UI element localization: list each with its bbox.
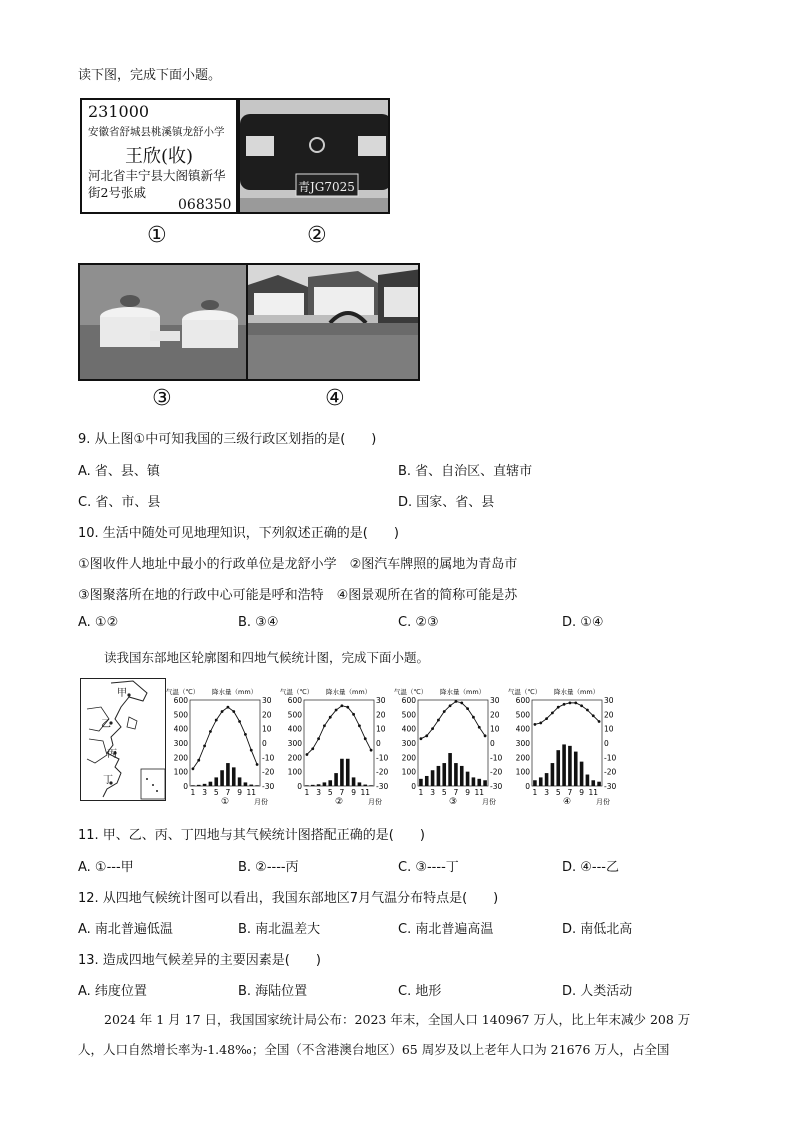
left-tick-label: 400 [173,724,188,734]
temp-point [346,706,349,709]
left-tick-label: 500 [401,710,416,720]
q10-option-d[interactable]: D. ①④ [562,615,604,630]
temp-point [545,717,548,720]
address-line-2: 街2号张戚 [88,185,146,200]
precip-bar [311,785,315,786]
precip-bar [580,762,584,786]
q9-option-d[interactable]: D. 国家、省、县 [398,495,495,510]
right-tick-label: -30 [604,782,617,791]
right-tick-label: -20 [490,767,503,777]
temp-point [563,703,566,706]
x-tick-label: 7 [567,788,573,797]
x-tick-label: 9 [579,788,584,797]
precip-axis-title-2: 降水量（mm） [326,688,372,696]
precip-bar [533,780,537,786]
precip-bar [328,780,332,786]
left-tick-label: 200 [287,753,302,763]
left-tick-label: 100 [173,767,188,777]
left-tick-label: 500 [515,710,530,720]
plot-frame-4 [532,700,602,786]
q13-option-d[interactable]: D. 人类活动 [562,984,633,999]
temp-point [306,753,309,756]
precip-bar [226,763,230,786]
left-tick-label: 100 [287,767,302,777]
q10-stem: 10. 生活中随处可见地理知识，下列叙述正确的是( ) [78,526,399,541]
x-tick-label: 9 [465,788,470,797]
water-town-illustration [248,265,420,381]
temp-point [574,701,577,704]
map-label-jia: 甲 [117,688,127,699]
x-tick-label: 5 [441,788,447,797]
x-tick-label: 9 [237,788,242,797]
q13-option-a[interactable]: A. 纬度位置 [78,984,147,999]
temp-point [472,716,475,719]
temp-point [592,714,595,717]
precip-bar [466,772,470,786]
right-tick-label: 10 [262,724,272,734]
temp-point [341,704,344,707]
precip-bar [363,785,367,786]
temp-point [431,727,434,730]
precip-bar [448,753,452,786]
picture-label-3: ③ [152,386,172,411]
x-unit-label: 月份 [254,798,268,806]
x-unit-label: 月份 [482,798,496,806]
precip-bar [334,773,338,786]
x-tick-label: 3 [316,788,321,797]
right-tick-label: 0 [376,739,381,748]
left-tick-label: 200 [515,753,530,763]
temp-point [484,734,487,737]
left-tick-label: 0 [297,782,302,791]
q9-option-a[interactable]: A. 省、县、镇 [78,464,160,479]
left-tick-label: 400 [401,724,416,734]
car-plate-photo [238,98,390,214]
x-tick-label: 1 [418,788,424,797]
precip-bar [244,782,248,786]
precip-bar [568,746,572,786]
x-tick-label: 11 [588,788,599,797]
intro2-text: 读我国东部地区轮廓图和四地气候统计图，完成下面小题。 [104,650,430,665]
q12-option-d[interactable]: D. 南低北高 [562,922,633,937]
temp-point [197,759,200,762]
precip-bar [209,782,213,786]
left-tick-label: 200 [401,753,416,763]
precip-bar [483,780,487,786]
temp-line-3 [421,701,485,738]
precip-bar [197,785,201,786]
population-paragraph-line-2: 人，人口自然增长率为-1.48‰；全国（不含港澳台地区）65 周岁及以上老年人口为 21676 万人，占全国 [78,1042,670,1057]
temp-axis-title-3: 气温（℃） [394,688,428,696]
x-unit-label: 月份 [368,798,382,806]
temp-axis-title-2: 气温（℃） [280,688,314,696]
precip-bar [425,776,429,786]
precip-bar [419,779,423,786]
precip-bar [562,744,566,786]
precip-bar [340,759,344,786]
right-tick-label: -10 [604,753,617,763]
right-tick-label: -30 [262,782,275,791]
x-tick-label: 3 [202,788,207,797]
right-tick-label: 30 [604,696,614,705]
q11-option-a[interactable]: A. ①---甲 [78,860,134,875]
temp-point [539,722,542,725]
q11-option-c[interactable]: C. ③----丁 [398,860,459,875]
temp-point [358,724,361,727]
left-tick-label: 0 [525,782,530,791]
temp-point [425,734,428,737]
temp-point [364,737,367,740]
left-tick-label: 300 [287,739,302,748]
right-tick-label: 0 [604,739,609,748]
left-tick-label: 500 [287,710,302,720]
right-tick-label: -20 [604,767,617,777]
temp-point [478,726,481,729]
q9-option-b[interactable]: B. 省、自治区、直辖市 [398,464,533,479]
left-tick-label: 600 [401,696,416,705]
map-label-ding: 丁 [103,775,113,786]
right-tick-label: -10 [376,753,389,763]
yurt-photo [78,263,248,381]
x-tick-label: 1 [190,788,196,797]
x-tick-label: 5 [213,788,219,797]
temp-point [250,749,253,752]
temp-point [443,710,446,713]
precip-bar [352,777,356,786]
precip-bar [214,777,218,786]
precip-bar [454,763,458,786]
plot-frame-3 [418,700,488,786]
q11-option-b[interactable]: B. ②----丙 [238,860,299,875]
right-tick-label: 10 [604,724,614,734]
chart-number-3: ③ [448,797,458,806]
envelope-image [80,98,238,214]
q12-option-a[interactable]: A. 南北普遍低温 [78,922,173,937]
temp-line-4 [535,703,599,725]
x-tick-label: 1 [304,788,310,797]
temp-point [221,710,224,713]
left-tick-label: 100 [401,767,416,777]
temp-point [580,704,583,707]
x-tick-label: 1 [532,788,538,797]
address-line-1: 河北省丰宁县大阁镇新华 [88,168,226,183]
precip-bar [317,784,321,786]
temp-point [192,767,195,770]
car-front-illustration [240,100,390,214]
temp-point [551,712,554,715]
x-tick-label: 11 [360,788,371,797]
intro-text: 读下图，完成下面小题。 [78,68,222,83]
temp-point [370,749,373,752]
temp-axis-title-1: 气温（℃） [166,688,200,696]
picture-label-4: ④ [325,386,345,411]
x-unit-label: 月份 [596,798,610,806]
right-tick-label: -30 [490,782,503,791]
picture-label-1: ① [147,223,167,248]
q13-option-c[interactable]: C. 地形 [398,984,442,999]
chart-number-2: ② [334,797,344,806]
map-label-bing: 丙 [107,749,117,760]
temp-point [460,701,463,704]
x-tick-label: 5 [327,788,333,797]
x-tick-label: 3 [430,788,435,797]
x-tick-label: 7 [339,788,345,797]
temp-point [329,716,332,719]
right-tick-label: 10 [376,724,386,734]
temp-point [534,723,537,726]
temp-point [557,706,560,709]
temp-point [311,747,314,750]
population-paragraph-line-1: 2024 年 1 月 17 日，我国国家统计局公布：2023 年末，全国人口 140967 万人，比上年末减少 208 万 [104,1012,691,1027]
precip-bar [191,785,195,786]
right-tick-label: -30 [376,782,389,791]
right-tick-label: -20 [376,767,389,777]
water-town-photo [246,263,420,381]
recipient-name: 王欣(收) [124,146,194,167]
x-tick-label: 5 [555,788,561,797]
temp-point [203,744,206,747]
map-label-yi: 乙 [101,719,111,730]
q12-stem: 12. 从四地气候统计图可以看出，我国东部地区7月气温分布特点是( ) [78,891,499,906]
precip-bar [203,784,207,786]
precip-bar [358,782,362,786]
precip-bar [437,766,441,786]
x-tick-label: 7 [225,788,231,797]
q13-stem: 13. 造成四地气候差异的主要因素是( ) [78,953,321,968]
temp-point [256,763,259,766]
q11-stem: 11. 甲、乙、丙、丁四地与其气候统计图搭配正确的是( ) [78,828,425,843]
temp-point [232,710,235,713]
temp-point [586,709,589,712]
precip-bar [323,782,327,786]
temp-point [466,707,469,710]
left-tick-label: 200 [173,753,188,763]
temp-point [227,706,230,709]
left-tick-label: 500 [173,710,188,720]
precip-axis-title-3: 降水量（mm） [440,688,486,696]
right-tick-label: -10 [490,753,503,763]
left-tick-label: 400 [287,724,302,734]
temp-point [323,724,326,727]
q9-option-c[interactable]: C. 省、市、县 [78,495,161,510]
plot-frame-2 [304,700,374,786]
precip-bar [220,770,224,786]
right-tick-label: -10 [262,753,275,763]
right-tick-label: 0 [262,739,267,748]
temp-point [352,713,355,716]
temp-axis-title-4: 气温（℃） [508,688,542,696]
precip-bar [249,785,253,786]
x-tick-label: 9 [351,788,356,797]
license-plate-text: 青JG7025 [298,180,355,194]
precip-bar [545,773,549,786]
left-tick-label: 600 [287,696,302,705]
q11-option-d[interactable]: D. ④---乙 [562,860,620,875]
temp-point [437,719,440,722]
precip-bar [477,779,481,786]
q10-statements-1: ①图收件人地址中最小的行政单位是龙舒小学 ②图汽车牌照的属地为青岛市 [78,557,518,572]
precip-bar [460,766,464,786]
temp-point [238,720,241,723]
x-tick-label: 7 [453,788,459,797]
picture-label-2: ② [307,223,327,248]
right-tick-label: 20 [262,710,272,720]
precip-bar [586,775,590,786]
postcode-top: 231000 [88,102,150,121]
temp-line-2 [307,706,371,755]
left-tick-label: 300 [401,739,416,748]
sender-address: 安徽省舒城县桃溪镇龙舒小学 [88,126,225,138]
temp-line-1 [193,707,257,769]
right-tick-label: -20 [262,767,275,777]
precip-bar [574,752,578,786]
left-tick-label: 0 [183,782,188,791]
left-tick-label: 400 [515,724,530,734]
left-tick-label: 100 [515,767,530,777]
precip-bar [255,785,259,786]
precip-bar [238,777,242,786]
right-tick-label: 20 [376,710,386,720]
x-tick-label: 3 [544,788,549,797]
precip-bar [431,770,435,786]
chart-number-1: ① [220,797,230,806]
left-tick-label: 600 [173,696,188,705]
temp-point [449,704,452,707]
east-china-outline-map [80,678,166,801]
temp-point [209,730,212,733]
q12-option-b[interactable]: B. 南北温差大 [238,922,321,937]
right-tick-label: 30 [490,696,500,705]
precip-bar [442,763,446,786]
temp-point [455,700,458,703]
temp-point [215,719,218,722]
temp-point [569,701,572,704]
left-tick-label: 600 [515,696,530,705]
q10-option-a[interactable]: A. ①② [78,615,119,630]
precip-bar [539,777,543,786]
plot-frame-1 [190,700,260,786]
temp-point [420,737,423,740]
climate-charts [166,686,636,806]
right-tick-label: 10 [490,724,500,734]
temp-point [598,720,601,723]
q10-option-b[interactable]: B. ③④ [238,615,279,630]
temp-point [317,737,320,740]
precip-bar [591,780,595,786]
precip-bar [551,763,555,786]
x-tick-label: 11 [246,788,257,797]
right-tick-label: 0 [490,739,495,748]
precip-axis-title-4: 降水量（mm） [554,688,600,696]
postcode-bottom: 068350 [178,197,232,213]
chart-number-4: ④ [562,797,572,806]
temp-point [244,733,247,736]
precip-bar [556,750,560,786]
right-tick-label: 20 [604,710,614,720]
q9-stem: 9. 从上图①中可知我国的三级行政区划指的是( ) [78,432,377,447]
precip-bar [232,767,236,786]
q10-option-c[interactable]: C. ②③ [398,615,439,630]
precip-bar [472,777,476,786]
precip-bar [305,785,309,786]
precip-axis-title-1: 降水量（mm） [212,688,258,696]
right-tick-label: 30 [376,696,386,705]
q12-option-c[interactable]: C. 南北普遍高温 [398,922,494,937]
temp-point [335,709,338,712]
q13-option-b[interactable]: B. 海陆位置 [238,984,308,999]
right-tick-label: 20 [490,710,500,720]
yurt-illustration [80,265,248,381]
left-tick-label: 300 [173,739,188,748]
precip-bar [346,759,350,786]
left-tick-label: 300 [515,739,530,748]
precip-bar [597,782,601,786]
left-tick-label: 0 [411,782,416,791]
q10-statements-2: ③图聚落所在地的行政中心可能是呼和浩特 ④图景观所在省的简称可能是苏 [78,588,518,603]
x-tick-label: 11 [474,788,485,797]
right-tick-label: 30 [262,696,272,705]
precip-bar [369,785,373,786]
